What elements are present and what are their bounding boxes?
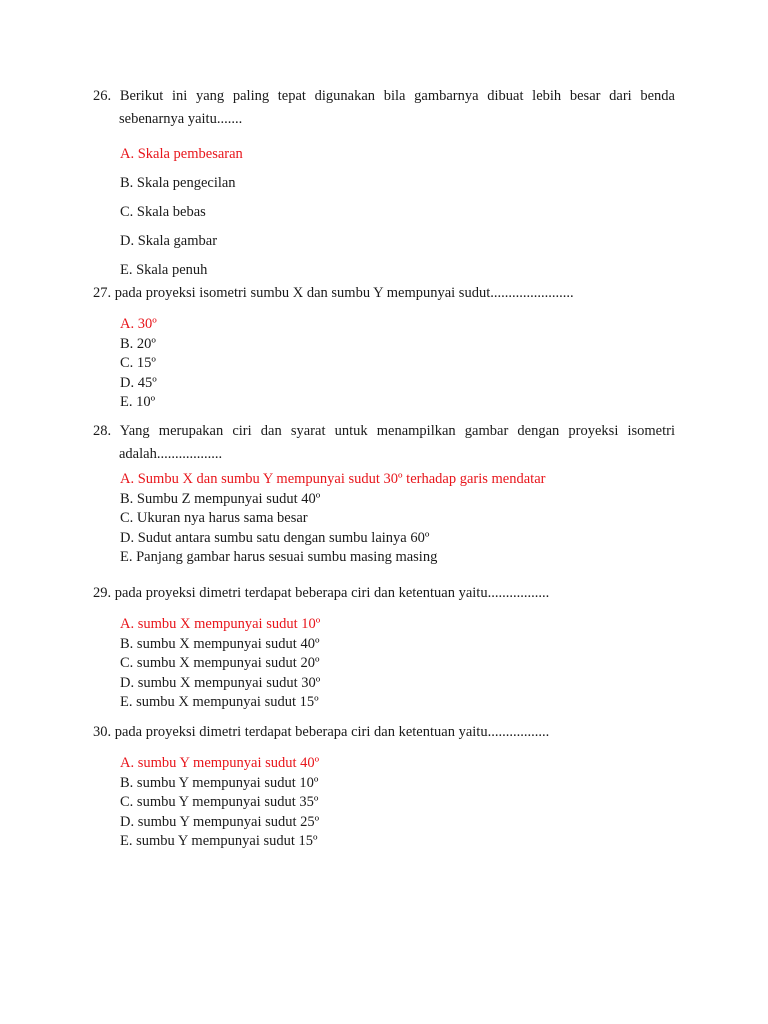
option-list [93, 140, 675, 285]
option-d: D. sumbu X mempunyai sudut 30º [120, 674, 321, 691]
option-b: B. sumbu Y mempunyai sudut 10º [120, 774, 319, 791]
question-number: 29. [93, 585, 112, 601]
option-d: D. Skala gambar [120, 233, 218, 249]
question-body: pada proyeksi isometri sumbu X dan sumbu Y mempunyai sudut....................... [114, 285, 574, 301]
question-text [93, 582, 675, 605]
option-c: C. 15º [120, 355, 156, 371]
option-c: C. Ukuran nya harus sama besar [120, 510, 308, 526]
question-number: 30. [93, 724, 112, 740]
option-b: B. Skala pengecilan [120, 175, 236, 191]
question-text [93, 721, 675, 744]
option-c: C. sumbu Y mempunyai sudut 35º [120, 794, 319, 810]
question-body: pada proyeksi dimetri terdapat beberapa ciri dan ketentuan yaitu................. [114, 585, 550, 601]
option-a: A. sumbu X mempunyai sudut 10º [120, 616, 321, 632]
option-e: E. sumbu Y mempunyai sudut 15º [120, 833, 318, 849]
question-29 [93, 582, 675, 713]
question-30 [93, 721, 675, 852]
option-d: D. Sudut antara sumbu satu dengan sumbu lainya 60º [120, 529, 430, 546]
question-body: Yang merupakan ciri dan syarat untuk menampilkan gambar dengan proyeksi isometri adalah.................. [119, 423, 675, 462]
question-body: pada proyeksi dimetri terdapat beberapa ciri dan ketentuan yaitu................. [114, 724, 550, 740]
option-b: B. 20º [120, 335, 156, 352]
option-b: B. sumbu X mempunyai sudut 40º [120, 635, 320, 652]
option-list [93, 315, 675, 413]
question-28 [93, 420, 675, 568]
question-27 [93, 282, 675, 413]
option-a: A. Sumbu X dan sumbu Y mempunyai sudut 30º terhadap garis mendatar [120, 471, 546, 487]
option-e: E. Panjang gambar harus sesuai sumbu masing masing [120, 549, 438, 565]
question-number: 26. [93, 88, 112, 104]
question-number: 27. [93, 285, 112, 301]
option-e: E. 10º [120, 394, 156, 410]
question-number: 28. [93, 423, 112, 439]
question-text [93, 420, 675, 466]
question-body: Berikut ini yang paling tepat digunakan bila gambarnya dibuat lebih besar dari benda sebenarnya yaitu....... [119, 88, 675, 127]
option-e: E. sumbu X mempunyai sudut 15º [120, 694, 319, 710]
question-26 [93, 85, 675, 285]
option-a: A. sumbu Y mempunyai sudut 40º [120, 755, 320, 771]
option-c: C. Skala bebas [120, 204, 206, 220]
question-text [93, 282, 675, 305]
option-d: D. sumbu Y mempunyai sudut 25º [120, 813, 320, 830]
option-list [93, 470, 675, 568]
option-e: E. Skala penuh [120, 262, 208, 278]
option-d: D. 45º [120, 374, 157, 391]
option-a: A. 30º [120, 316, 157, 332]
option-a: A. Skala pembesaran [120, 146, 243, 162]
option-list [93, 754, 675, 852]
option-b: B. Sumbu Z mempunyai sudut 40º [120, 490, 321, 507]
option-c: C. sumbu X mempunyai sudut 20º [120, 655, 320, 671]
option-list [93, 615, 675, 713]
question-text [93, 85, 675, 131]
